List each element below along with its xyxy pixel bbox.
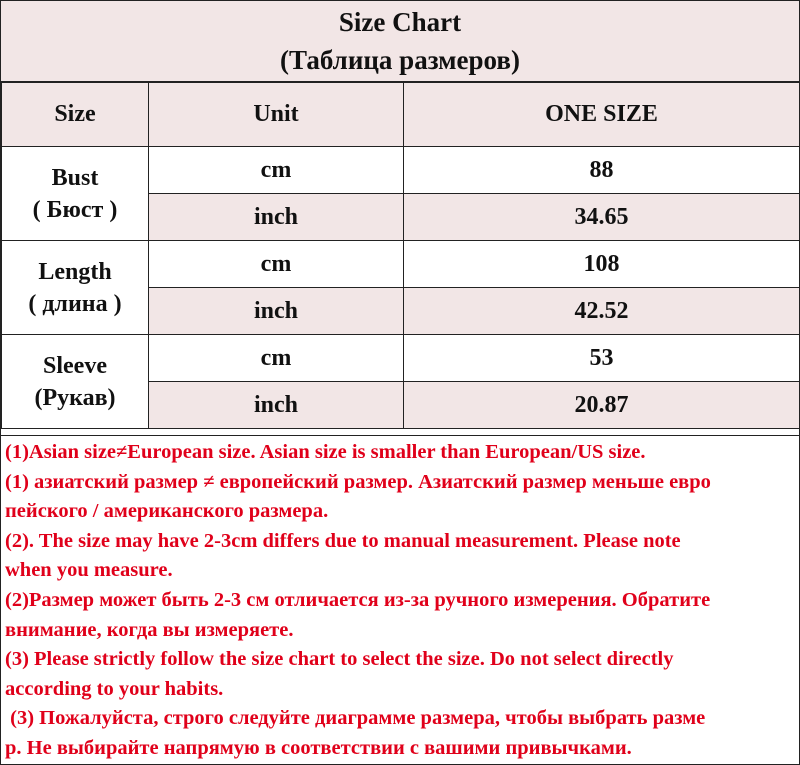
note-line: (2). The size may have 2-3cm differs due to manual measurement. Please note	[5, 529, 681, 552]
measure-label-en: Bust	[51, 164, 99, 191]
unit-cell: inch	[149, 288, 404, 335]
size-notes	[1, 435, 799, 764]
note-line: (1) азиатский размер ≠ европейский размер. Азиатский размер меньше евро	[5, 470, 711, 493]
note-line: (3) Пожалуйста, строго следуйте диаграмме размера, чтобы выбрать разме	[5, 707, 706, 730]
note-line: (1)Asian size≠European size. Asian size is smaller than European/US size.	[5, 441, 646, 463]
measure-label-length	[2, 241, 149, 335]
table-header-row	[2, 83, 800, 147]
table-row	[2, 335, 800, 382]
value-cell: 20.87	[404, 382, 800, 429]
measure-label-bust	[2, 147, 149, 241]
column-header-size: Size	[2, 83, 149, 147]
value-cell: 53	[404, 335, 800, 382]
value-cell: 88	[404, 147, 800, 194]
unit-cell: inch	[149, 194, 404, 241]
value-cell: 108	[404, 241, 800, 288]
size-chart-title: Size Chart	[338, 7, 462, 37]
size-chart-title-russian: (Таблица размеров)	[280, 45, 520, 75]
note-line: р. Не выбирайте напрямую в соответствии с вашими привычками.	[5, 736, 632, 759]
column-header-unit: Unit	[149, 83, 404, 147]
note-line: (3) Please strictly follow the size chart to select the size. Do not select directly	[5, 648, 674, 671]
note-line: when you measure.	[5, 559, 173, 582]
table-row	[2, 147, 800, 194]
measure-label-ru: (Рукав)	[34, 384, 116, 411]
unit-cell: cm	[149, 147, 404, 194]
note-line: пейского / американского размера.	[5, 500, 329, 523]
note-line: внимание, когда вы измеряете.	[5, 618, 294, 641]
measure-label-ru: ( длина )	[28, 290, 122, 317]
measure-label-en: Sleeve	[43, 352, 107, 379]
measure-label-ru: ( Бюст )	[32, 196, 118, 223]
measure-label-en: Length	[38, 258, 112, 285]
value-cell: 34.65	[404, 194, 800, 241]
table-row	[2, 241, 800, 288]
size-chart-title-box	[1, 1, 799, 82]
unit-cell: cm	[149, 335, 404, 382]
size-table	[1, 82, 800, 429]
column-header-one-size: ONE SIZE	[404, 83, 800, 147]
unit-cell: inch	[149, 382, 404, 429]
measure-label-sleeve	[2, 335, 149, 429]
unit-cell: cm	[149, 241, 404, 288]
value-cell: 42.52	[404, 288, 800, 335]
note-line: (2)Размер может быть 2-3 см отличается из-за ручного измерения. Обратите	[5, 588, 711, 611]
note-line: according to your habits.	[5, 677, 224, 700]
